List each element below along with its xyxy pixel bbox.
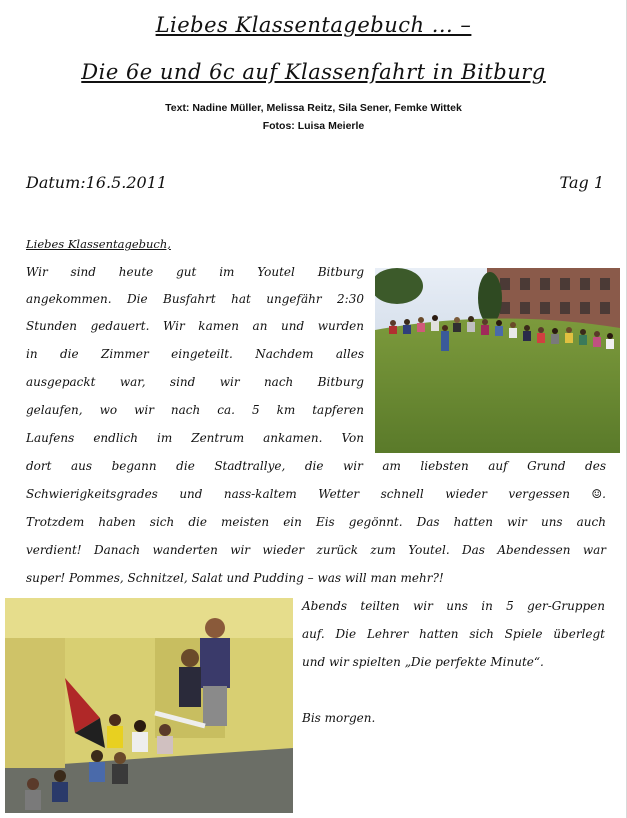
evening-line: Abends teilten wir uns in 5 ger-Gruppen [302, 599, 605, 613]
body-line: ausgepackt war, sind wir nach Bitburg [26, 375, 364, 389]
group-photo-hill [375, 268, 620, 453]
body-line: dort aus begann die Stadtrallye, die wir am liebsten auf Grund des [26, 459, 606, 473]
body-line: Wir sind heute gut im Youtel Bitburg [26, 265, 364, 279]
page-subtitle: Die 6e und 6c auf Klassenfahrt in Bitburg [81, 60, 546, 84]
evening-line: auf. Die Lehrer hatten sich Spiele überlegt [302, 627, 605, 641]
body-line: super! Pommes, Schnitzel, Salat und Pudding – was will man mehr?! [26, 571, 444, 585]
body-line: angekommen. Die Busfahrt hat ungefähr 2:30 [26, 292, 364, 306]
body-line: Trotzdem haben sich die meisten ein Eis gegönnt. Das hatten wir uns auch [26, 515, 606, 529]
entry-greeting: Liebes Klassentagebuch, [26, 237, 171, 251]
indoor-game-photo [5, 598, 293, 813]
photo-credit: Fotos: Luisa Meierle [262, 120, 365, 132]
body-line: verdient! Danach wanderten wir wieder zurück zum Youtel. Das Abendessen war [26, 543, 606, 557]
page-title: Liebes Klassentagebuch ... – [155, 13, 472, 37]
body-line: gelaufen, wo wir nach ca. 5 km tapferen [26, 403, 364, 417]
body-line: Laufens endlich im Zentrum ankamen. Von [26, 431, 364, 445]
text-credit: Text: Nadine Müller, Melissa Reitz, Sila Sener, Femke Wittek [165, 102, 462, 114]
body-line: Stunden gedauert. Wir kamen an und wurden [26, 319, 364, 333]
body-line: in die Zimmer eingeteilt. Nachdem alles [26, 347, 364, 361]
evening-line: und wir spielten „Die perfekte Minute“. [302, 655, 544, 669]
body-line: Schwierigkeitsgrades und nass-kaltem Wetter schnell wieder vergessen ☺. [26, 487, 606, 501]
entry-day: Tag 1 [559, 173, 604, 192]
entry-date: Datum:16.5.2011 [26, 173, 168, 192]
closing-text: Bis morgen. [302, 711, 376, 725]
